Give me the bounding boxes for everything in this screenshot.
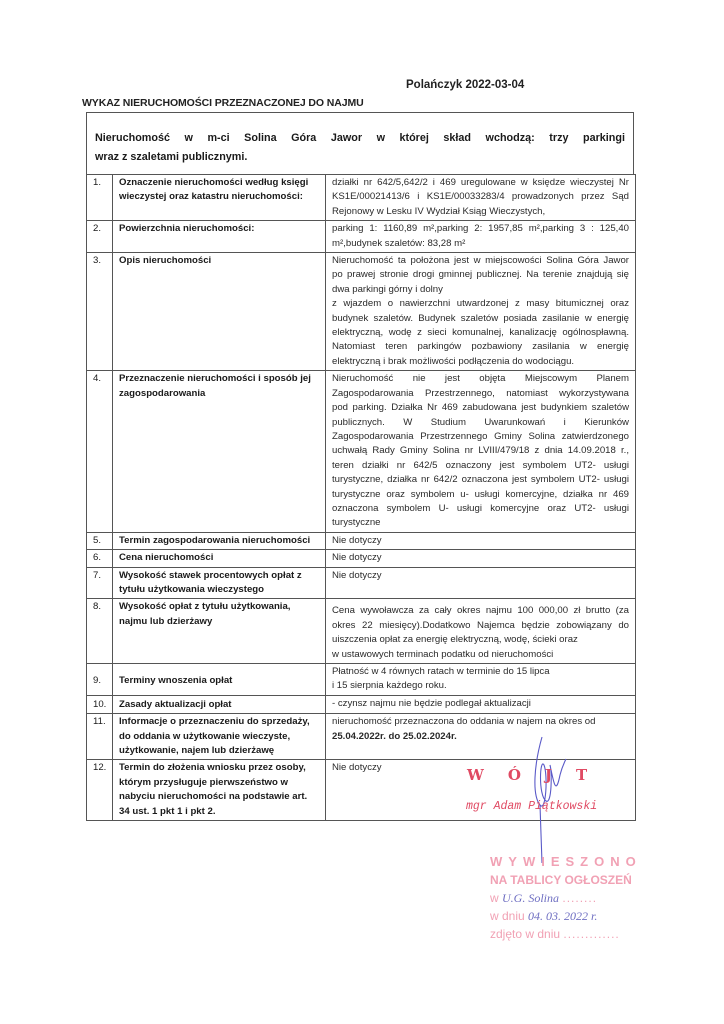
value-line: po prawej stronie drogi gminnej publicznej. Na terenie znajdują się: [332, 269, 629, 281]
row-label: Informacje o przeznaczeniu do sprzedaży, do oddania w użytkowanie wieczyste, użytkowanie, najem lub dzierżawę: [113, 714, 326, 760]
row-number: 1.: [87, 175, 113, 221]
table-row: [87, 695, 636, 713]
row-label: Oznaczenie nieruchomości według księgi wieczystej oraz katastru nieruchomości:: [113, 175, 326, 221]
value-line: elektryczną i brak możliwości podłączenia do wodociągu.: [332, 355, 575, 367]
row-number: 12.: [87, 760, 113, 821]
document-title: WYKAZ NIERUCHOMOŚCI PRZEZNACZONEJ DO NAJMU: [82, 97, 364, 109]
row-value: [326, 550, 636, 567]
row-value: [326, 567, 636, 599]
property-details-table: [86, 174, 636, 821]
value-line: Nie dotyczy: [332, 569, 382, 581]
row-label: Cena nieruchomości: [113, 550, 326, 567]
value-line: Zagospodarowania Przestrzennego Gminy Solina zatwierdzonego: [332, 430, 629, 442]
value-line: m²,budynek szaletów: 83,28 m²: [332, 237, 466, 249]
stamp-date-line: [490, 907, 670, 925]
row-label: Termin zagospodarowania nieruchomości: [113, 532, 326, 549]
value-line: Nie dotyczy: [332, 534, 382, 546]
value-line: Nie dotyczy: [332, 762, 382, 774]
row-number: 6.: [87, 550, 113, 567]
value-line: teren działki nr 642/5 oznaczony jest symbolem UT2- usługi: [332, 459, 629, 471]
row-value: [326, 714, 636, 760]
row-label: Wysokość opłat z tytułu użytkowania, najmu lub dzierżawy: [113, 599, 326, 664]
row-number: 4.: [87, 371, 113, 532]
value-line: nieruchomość przeznaczona do oddania w najem na okres od: [332, 716, 596, 728]
row-value: [326, 371, 636, 532]
table-row: [87, 371, 636, 532]
table-row: [87, 253, 636, 371]
mayor-stamp-title: WÓJT: [467, 766, 612, 784]
value-line: turystyczne, działka nr 642/2 oznaczona jest symbolem UT2- usługi: [332, 474, 629, 486]
stamp-date-prefix: w dniu: [490, 909, 525, 923]
value-line: w ustawowych terminach podatku od nieruchomości: [332, 648, 554, 660]
row-number: 2.: [87, 221, 113, 253]
value-line: oznaczona symbolem U- usługi komercyjne oraz UT2- usługi: [332, 502, 629, 514]
row-number: 9.: [87, 664, 113, 696]
row-value: [326, 175, 636, 221]
row-value: [326, 221, 636, 253]
value-line: okres 22 miesięcy).Dodatkowo Najemca będzie zobowiązany do: [332, 619, 629, 631]
value-line: i 15 sierpnia każdego roku.: [332, 680, 447, 692]
row-label: Wysokość stawek procentowych opłat z tytułu użytkowania wieczystego: [113, 567, 326, 599]
value-line: Nie dotyczy: [332, 552, 382, 564]
intro-line-2: wraz z szaletami publicznymi.: [95, 151, 248, 163]
table-row: [87, 599, 636, 664]
row-number: 8.: [87, 599, 113, 664]
row-label: Zasady aktualizacji opłat: [113, 695, 326, 713]
row-number: 11.: [87, 714, 113, 760]
stamp-location-line: w U.G. Solina ........: [490, 891, 598, 905]
value-line: Zagospodarowania Przestrzennego, natomiast wykorzystywana: [332, 387, 629, 399]
row-label: Przeznaczenie nieruchomości i sposób jej zagospodarowania: [113, 371, 326, 532]
value-line: 25.04.2022r. do 25.02.2024r.: [332, 730, 457, 742]
row-value: [326, 695, 636, 713]
value-line: Nieruchomość nie jest objęta Miejscowym Planem: [332, 373, 629, 385]
value-line: budynek szaletów. Budynek szaletów posiada zasilanie w energię: [332, 312, 629, 324]
stamp-notice-board-label: NA TABLICY OGŁOSZEŃ: [490, 873, 632, 887]
value-line: turystyczne oraz symbolem u- usługi komercyjne, działka nr 469: [332, 488, 629, 500]
value-line: pod parking. Działka Nr 469 zabudowana jest budynkiem szaletów: [332, 402, 629, 414]
value-line: turystyczne: [332, 517, 381, 529]
row-label: Opis nieruchomości: [113, 253, 326, 371]
value-line: Natomiast teren parkingów pozbawiony zasilania w energię: [332, 341, 629, 353]
row-value: [326, 253, 636, 371]
row-label: Termin do złożenia wniosku przez osoby, którym przysługuje pierwszeństwo w nabyciu nieruchomości na podstawie art. 34 ust. 1 pkt 1 i pkt 2.: [113, 760, 326, 821]
value-line: działki nr 642/5,642/2 i 469 uregulowane w księdze wieczystej Nr: [332, 177, 629, 188]
row-value: [326, 532, 636, 549]
row-label: Terminy wnoszenia opłat: [113, 664, 326, 696]
place-date: Polańczyk 2022-03-04: [406, 79, 525, 91]
table-row: [87, 532, 636, 549]
stamp-removed-line: zdjęto w dniu .............: [490, 927, 620, 941]
value-line: elektryczną, wodę z sieci komunalnej, kanalizację ogólnospławną.: [332, 327, 629, 339]
value-line: Płatność w 4 równych ratach w terminie do 15 lipca: [332, 666, 550, 677]
intro-line-1: Nieruchomość w m-ci Solina Góra Jawor w której skład wchodzą: trzy parkingi: [95, 132, 625, 144]
stamp-location-handwritten: U.G. Solina: [502, 891, 560, 905]
table-row: [87, 664, 636, 696]
value-line: Cena wywoławcza za cały okres najmu 100 000,00 zł brutto (za: [332, 605, 629, 617]
stamp-location-prefix: w: [490, 891, 499, 905]
value-line: Nieruchomość ta położona jest w miejscowości Solina Góra Jawor: [332, 255, 629, 267]
value-line: - czynsz najmu nie będzie podlegał aktualizacji: [332, 697, 531, 709]
stamp-posted-label: WYWIESZONO: [490, 854, 642, 869]
table-row: [87, 175, 636, 221]
row-label: Powierzchnia nieruchomości:: [113, 221, 326, 253]
value-line: dwa parkingi górny i dolny: [332, 283, 443, 295]
row-number: 3.: [87, 253, 113, 371]
value-line: parking 1: 1160,89 m²,parking 2: 1957,85 m²,parking 3 : 125,40: [332, 223, 629, 235]
stamp-removed-label: zdjęto w dniu: [490, 927, 561, 941]
value-line: uiszczenia opłat za energię elektryczną, wodę, ścieki oraz: [332, 634, 578, 646]
row-number: 5.: [87, 532, 113, 549]
row-number: 7.: [87, 567, 113, 599]
stamp-date-handwritten: 04. 03. 2022 r.: [528, 909, 598, 923]
property-intro-box: [86, 112, 634, 174]
table-row: [87, 550, 636, 567]
row-value: [326, 664, 636, 696]
table-row: [87, 567, 636, 599]
row-value: [326, 599, 636, 664]
value-line: uchwałą Rady Gminy Solina nr LVIII/479/18 z dnia 14.09.2018 r.,: [332, 445, 629, 457]
value-line: z wjazdem o nawierzchni utwardzonej z masy bitumicznej oraz: [332, 298, 629, 310]
posted-notice-stamp: [490, 853, 670, 943]
value-line: Rejonowy w Lesku IV Wydział Ksiąg Wieczystych,: [332, 205, 546, 217]
value-line: publicznych. W Studium Uwarunkowań i Kierunków: [332, 416, 629, 428]
mayor-stamp-name: mgr Adam Piątkowski: [466, 800, 598, 813]
table-row: [87, 221, 636, 253]
row-number: 10.: [87, 695, 113, 713]
value-line: KS1E/00021413/6 i KS1E/00033283/4 prowadzonych przez Sąd: [332, 191, 629, 203]
